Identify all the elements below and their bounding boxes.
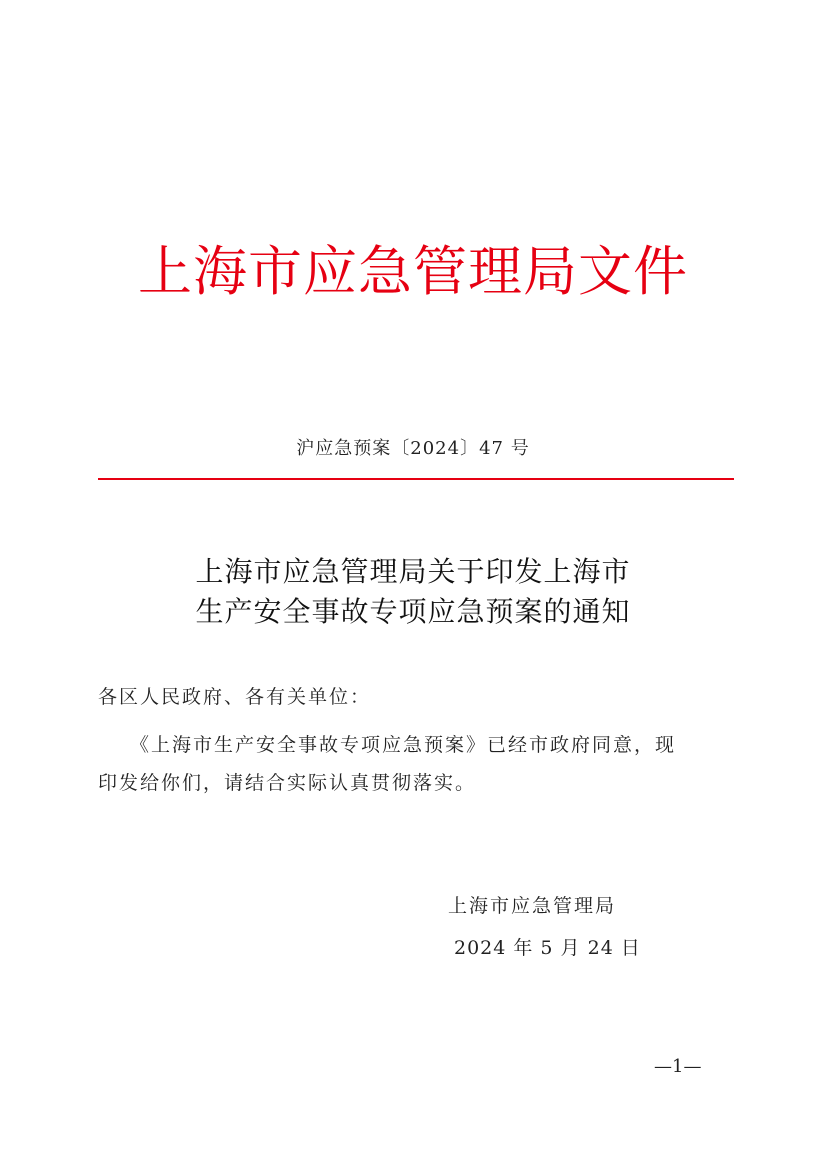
- title-line-1: 上海市应急管理局关于印发上海市: [195, 555, 631, 588]
- body-line-1: 《上海市生产安全事故专项应急预案》已经市政府同意，现: [130, 734, 677, 756]
- document-number: 沪应急预案〔2024〕47 号: [296, 438, 530, 459]
- salutation: 各区人民政府、各有关单位：: [98, 686, 372, 708]
- body-line-2: 印发给你们，请结合实际认真贯彻落实。: [98, 772, 477, 794]
- title-line-2: 生产安全事故专项应急预案的通知: [195, 595, 631, 628]
- document-title: [0, 552, 826, 632]
- signature-date: 2024 年 5 月 24 日: [454, 937, 641, 959]
- issuer-banner: 上海市应急管理局文件: [138, 240, 688, 303]
- page-number: —1—: [654, 1056, 702, 1077]
- body-paragraph: [98, 726, 734, 802]
- signature-organization: 上海市应急管理局: [448, 895, 617, 917]
- red-separator-line: [98, 478, 734, 480]
